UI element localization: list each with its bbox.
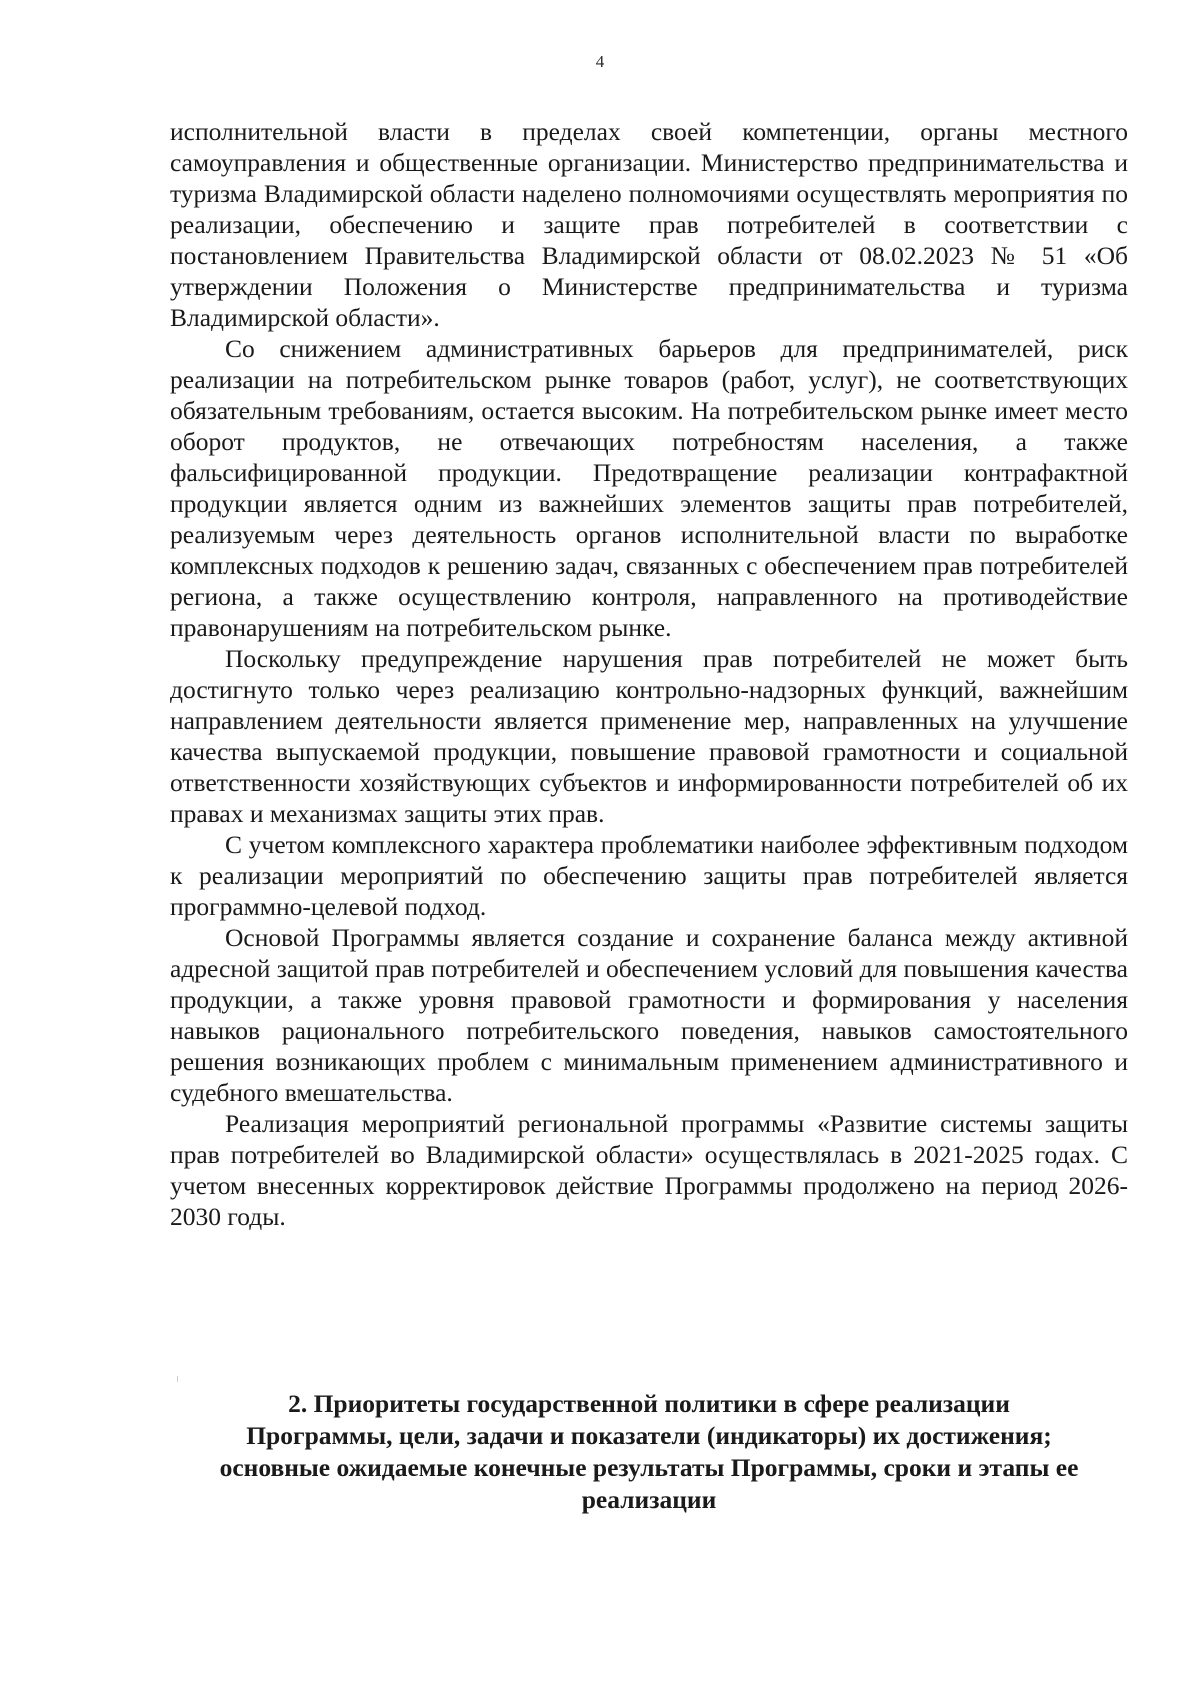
paragraph-continuation: исполнительной власти в пределах своей компетенции, органы местного самоуправления и общественные организации. Министерство предпринимательства и туризма Владимирской области наделено полномочиями осуществлять мероприятия по реализации, обеспечению и защите прав потребителей в соответствии с постановлением Правительства Владимирской области от 08.02.2023 № 51 «Об утверждении Положения о Министерстве предпринимательства и туризма Владимирской области».: [170, 117, 1128, 332]
section-heading-line: 2. Приоритеты государственной политики в сфере реализации: [288, 1389, 1010, 1418]
scan-artifact: [177, 1376, 178, 1382]
paragraph-program-basis: Основой Программы является создание и сохранение баланса между активной адресной защитой прав потребителей и обеспечением условий для повышения качества продукции, а также уровня правовой грамотности и формирования у населения навыков рационального потребительского поведения, навыков самостоятельного решения возникающих проблем с минимальным применением административного и судебного вмешательства.: [170, 923, 1128, 1107]
document-body: [170, 116, 1128, 1232]
paragraph-administrative-barriers: Со снижением административных барьеров для предпринимателей, риск реализации на потребительском рынке товаров (работ, услуг), не соответствующих обязательным требованиям, остается высоким. На потребительском рынке имеет место оборот продуктов, не отвечающих потребностям населения, а также фальсифицированной продукции. Предотвращение реализации контрафактной продукции является одним из важнейших элементов защиты прав потребителей, реализуемым через деятельность органов исполнительной власти по выработке комплексных подходов к решению задач, связанных с обеспечением прав потребителей региона, а также осуществлению контроля, направленного на противодействие правонарушениям на потребительском рынке.: [170, 334, 1128, 642]
page-number: 4: [595, 52, 605, 71]
section-heading-line: основные ожидаемые конечные результаты Программы, сроки и этапы ее: [219, 1453, 1079, 1482]
paragraph-program-approach: С учетом комплексного характера проблематики наиболее эффективным подходом к реализации мероприятий по обеспечению защиты прав потребителей является программно-целевой подход.: [170, 830, 1128, 921]
section-heading-line: реализации: [581, 1485, 717, 1514]
paragraph-program-implementation: Реализация мероприятий региональной программы «Развитие системы защиты прав потребителей во Владимирской области» осуществлялась в 2021-2025 годах. С учетом внесенных корректировок действие Программы продолжено на период 2026-2030 годы.: [170, 1109, 1128, 1231]
section-heading-line: Программы, цели, задачи и показатели (индикаторы) их достижения;: [246, 1421, 1052, 1450]
section-heading: [170, 1388, 1128, 1516]
paragraph-violation-prevention: Поскольку предупреждение нарушения прав потребителей не может быть достигнуто только через реализацию контрольно-надзорных функций, важнейшим направлением деятельности является применение мер, направленных на улучшение качества выпускаемой продукции, повышение правовой грамотности и социальной ответственности хозяйствующих субъектов и информированности потребителей об их правах и механизмах защиты этих прав.: [170, 644, 1128, 828]
